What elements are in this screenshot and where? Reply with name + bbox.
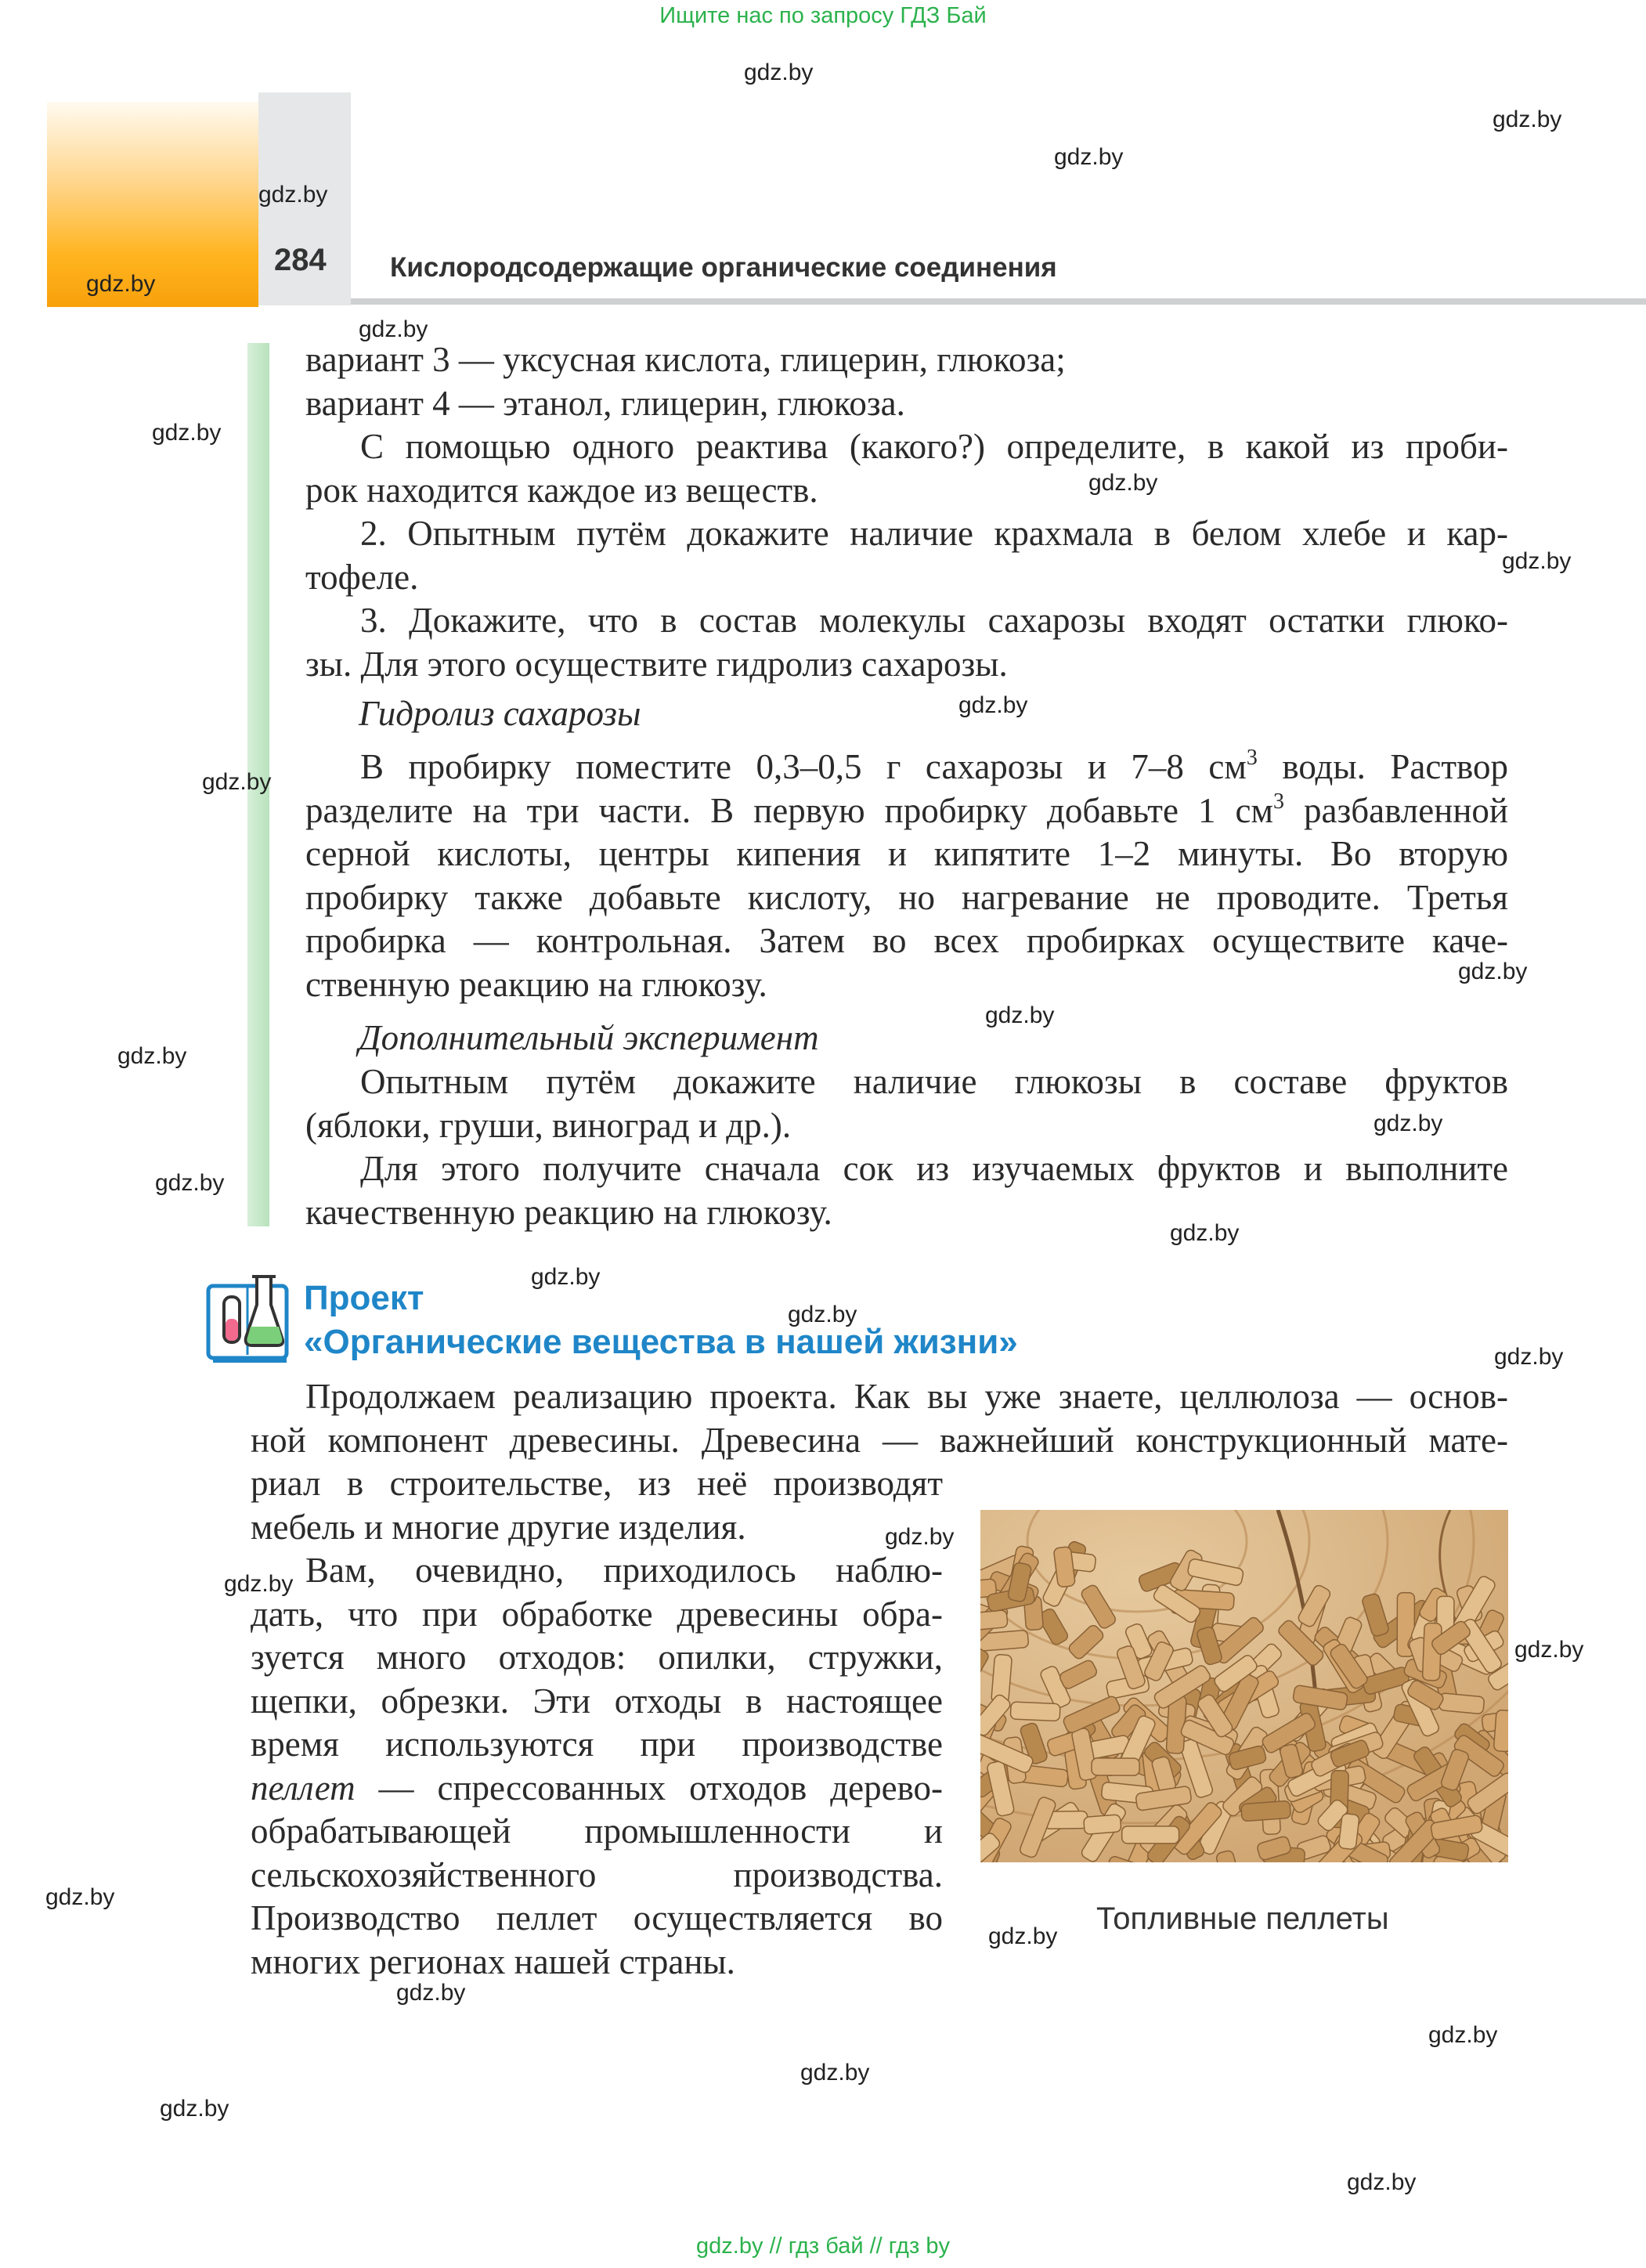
watermark-text: gdz.by <box>359 316 428 342</box>
watermark-text: gdz.by <box>1347 2169 1417 2195</box>
watermark-text: gdz.by <box>202 769 272 795</box>
subheading-text: Дополнительный эксперимент <box>359 1018 819 1057</box>
pellet <box>1493 1710 1508 1752</box>
watermark-text: gdz.by <box>45 1884 115 1910</box>
text-line: 2. Опытным путём докажите наличие крахмала в белом хлебе и кар- <box>360 514 1508 553</box>
text-line: Для этого получите сначала сок из изучаемых фруктов и выполните <box>360 1149 1508 1188</box>
text-line: риал в строительстве, из неё производят <box>251 1464 943 1503</box>
watermark-text: gdz.by <box>985 1002 1055 1028</box>
project-label: Проект <box>304 1279 424 1317</box>
text-line: серной кислоты, центры кипения и кипятите 1–2 минуты. Во вторую <box>305 834 1508 873</box>
text-line: вариант 4 — этанол, глицерин, глюкоза. <box>305 383 905 423</box>
running-header-title: Кислородсодержащие органические соединения <box>390 252 1057 283</box>
header-divider <box>351 298 1646 305</box>
pellets-illustration <box>980 1510 1508 1862</box>
text-line: дать, что при обработке древесины обра- <box>251 1594 943 1634</box>
page-number: 284 <box>274 243 327 277</box>
text-line: разделите на три части. В первую пробирку добавьте 1 $см^3$ разбавленной <box>305 789 1508 830</box>
watermark-text: gdz.by <box>800 2060 870 2086</box>
watermark-text: gdz.by <box>152 420 222 446</box>
watermark-text: gdz.by <box>744 60 814 85</box>
watermark-text: gdz.by <box>258 182 328 208</box>
watermark-text: gdz.by <box>1428 2022 1498 2048</box>
text-line: (яблоки, груши, виноград и др.). <box>305 1105 792 1145</box>
footer-links[interactable]: gdz.by // гдз бай // гдз by <box>696 2234 950 2259</box>
text-line: тофеле. <box>305 557 419 597</box>
text-line: мебель и многие другие изделия. <box>251 1507 746 1547</box>
project-flask-book-icon <box>205 1270 291 1364</box>
text-line: пеллет — спрессованных отходов дерево- <box>251 1768 943 1808</box>
text-line: щепки, обрезки. Эти отходы в настоящее <box>251 1681 943 1721</box>
lab-task-text <box>305 338 1508 686</box>
text-line: качественную реакцию на глюкозу. <box>305 1192 832 1232</box>
hydrolysis-procedure <box>305 746 1508 1006</box>
text-line: Продолжаем реализацию проекта. Как вы уже знаете, целлюлоза — основ- <box>305 1377 1508 1416</box>
watermark-text: gdz.by <box>885 1524 955 1550</box>
watermark-text: gdz.by <box>958 692 1028 718</box>
project-column-text <box>251 1462 943 1984</box>
text-line: Вам, очевидно, приходилось наблю- <box>305 1551 943 1590</box>
text-line: ной компонент древесины. Древесина — важнейший конструкционный мате- <box>251 1420 1508 1460</box>
fuel-pellets-photo <box>980 1510 1508 1862</box>
text-line: рок находится каждое из веществ. <box>305 470 818 510</box>
watermark-text: gdz.by <box>1514 1637 1584 1663</box>
pellet <box>1092 1758 1139 1775</box>
pellet <box>1241 1800 1291 1821</box>
pellet <box>1438 1693 1485 1714</box>
text-line: С помощью одного реактива (какого?) определите, в какой из проби- <box>360 427 1508 466</box>
pellet <box>1084 1815 1121 1835</box>
text-line: В пробирку поместите 0,3–0,5 г сахарозы и 7–8 $см^3$ воды. Раствор <box>360 746 1508 786</box>
text-line: обрабатывающей промышленности и <box>251 1811 943 1851</box>
watermark-text: gdz.by <box>1493 107 1562 132</box>
text-line: Производство пеллет осуществляется во <box>251 1898 943 1938</box>
watermark-text: gdz.by <box>988 1923 1058 1949</box>
subheading-extra-experiment <box>359 1017 1455 1060</box>
watermark-text: gdz.by <box>86 271 156 297</box>
text-line: пробирку также добавьте кислоту, но нагревание не проводите. Третья <box>305 877 1508 917</box>
text-line: 3. Докажите, что в состав молекулы сахарозы входят остатки глюко- <box>360 601 1508 640</box>
text-line: сельскохозяйственного производства. <box>251 1854 943 1894</box>
watermark-text: gdz.by <box>1054 144 1124 170</box>
extra-experiment-text <box>305 1060 1508 1234</box>
watermark-text: gdz.by <box>160 2096 229 2122</box>
text-line: пробирка — контрольная. Затем во всех пробирках осуществите каче- <box>305 921 1508 960</box>
pellet <box>1338 1813 1359 1850</box>
watermark-text: gdz.by <box>788 1302 857 1327</box>
watermark-text: gdz.by <box>117 1043 187 1069</box>
watermark-text: gdz.by <box>224 1571 294 1597</box>
text-line: Опытным путём докажите наличие глюкозы в составе фруктов <box>360 1062 1508 1101</box>
watermark-text: gdz.by <box>1170 1220 1240 1246</box>
watermark-text: gdz.by <box>155 1170 225 1196</box>
text-line: время используются при производстве <box>251 1724 943 1764</box>
watermark-text: gdz.by <box>1494 1344 1564 1370</box>
text-line: зуется много отходов: опилки, стружки, <box>251 1638 943 1677</box>
project-title: «Органические вещества в нашей жизни» <box>304 1323 1018 1361</box>
subheading-text: Гидролиз сахарозы <box>359 694 641 733</box>
pellet <box>1010 1702 1060 1721</box>
top-banner[interactable]: Ищите нас по запросу ГДЗ Бай <box>659 3 987 28</box>
watermark-text: gdz.by <box>396 1980 466 2006</box>
pellet <box>1122 1826 1179 1844</box>
watermark-text: gdz.by <box>1502 548 1572 574</box>
watermark-text: gdz.by <box>1373 1111 1443 1136</box>
text-line: ственную реакцию на глюкозу. <box>305 964 767 1004</box>
watermark-text: gdz.by <box>1088 470 1158 496</box>
text-line: вариант 3 — уксусная кислота, глицерин, глюкоза; <box>305 340 1066 379</box>
watermark-text: gdz.by <box>1458 959 1528 984</box>
text-line: зы. Для этого осуществите гидролиз сахарозы. <box>305 644 1008 684</box>
text-line: многих регионах нашей страны. <box>251 1941 735 1981</box>
photo-caption: Топливные пеллеты <box>1096 1901 1389 1936</box>
project-intro <box>251 1375 1508 1462</box>
subheading-sucrose-hydrolysis <box>359 692 1455 736</box>
watermark-text: gdz.by <box>531 1264 601 1290</box>
